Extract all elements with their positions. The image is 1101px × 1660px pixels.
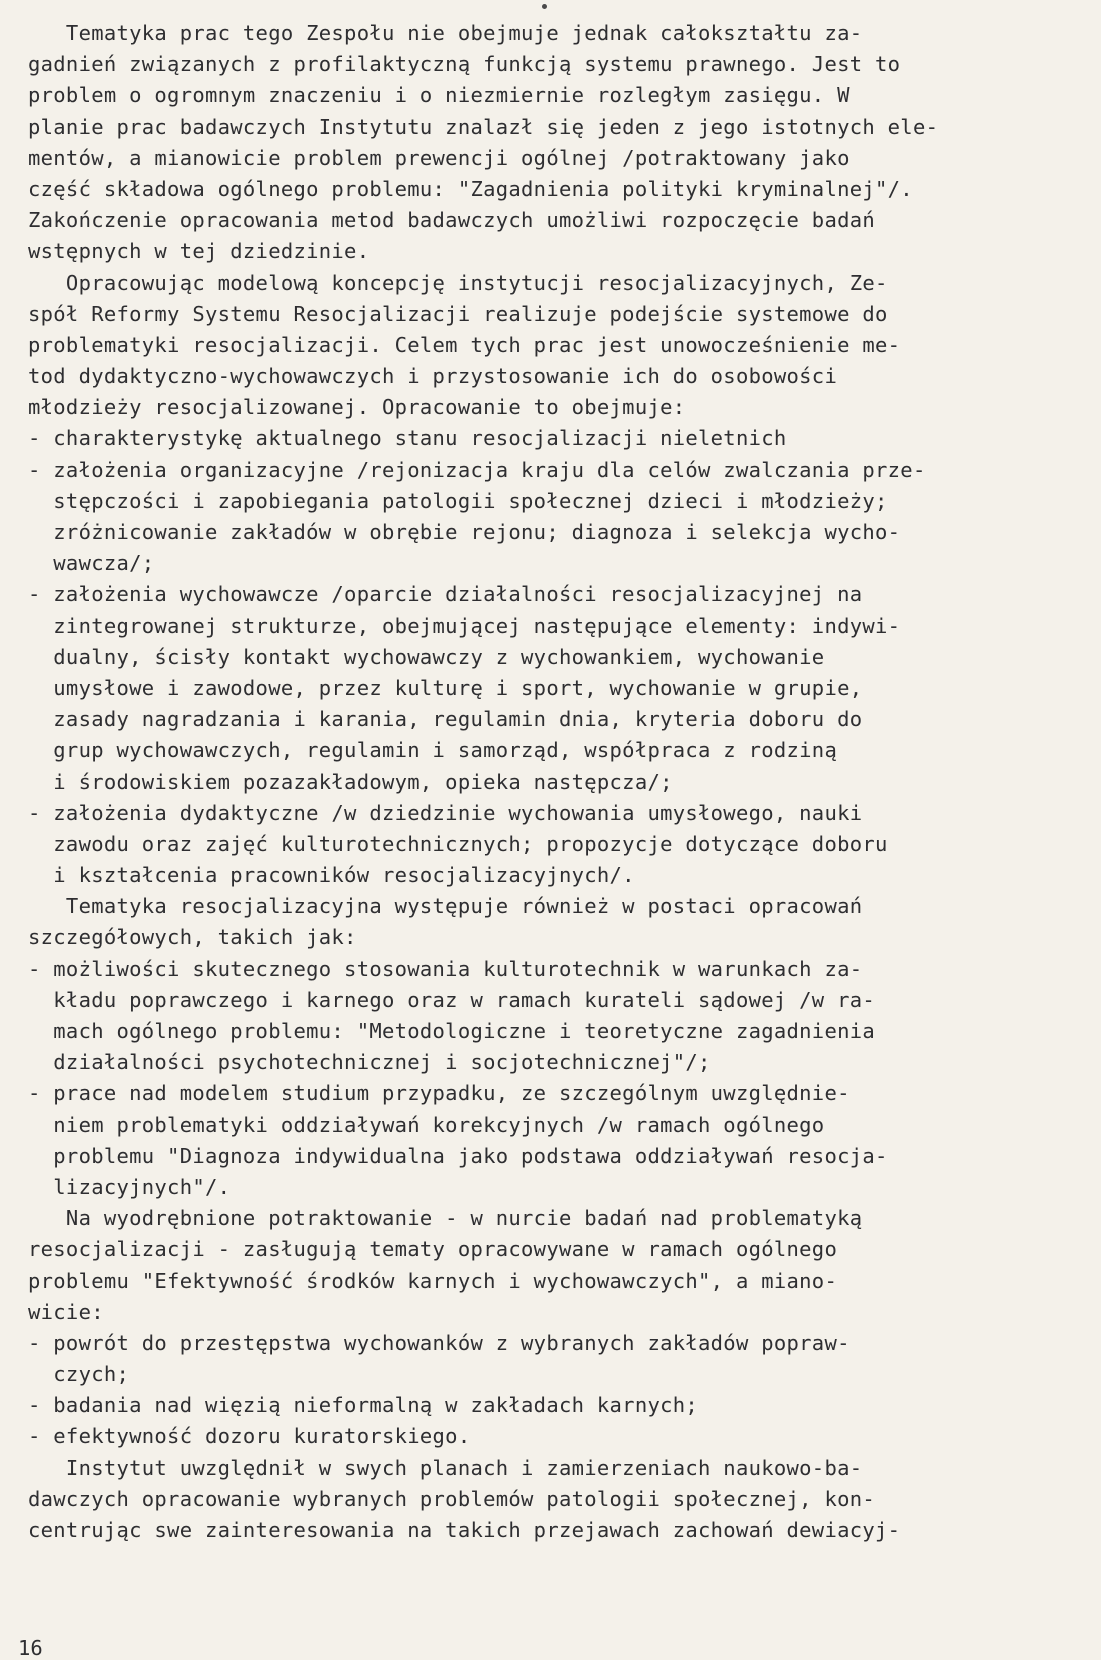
text-line: niem problematyki oddziaływań korekcyjnych /w ramach ogólnego: [28, 1112, 825, 1137]
text-line: wicie:: [28, 1299, 104, 1324]
text-line: spół Reformy Systemu Resocjalizacji realizuje podejście systemowe do: [28, 301, 888, 326]
text-line: lizacyjnych"/.: [28, 1174, 231, 1199]
text-line: grup wychowawczych, regulamin i samorząd, współpraca z rodziną: [28, 738, 838, 763]
text-line: - efektywność dozoru kuratorskiego.: [28, 1424, 471, 1449]
text-line: - założenia wychowawcze /oparcie działalności resocjalizacyjnej na: [28, 582, 863, 607]
text-line: problematyki resocjalizacji. Celem tych prac jest unowocześnienie me-: [28, 332, 901, 357]
text-line: zintegrowanej strukturze, obejmującej następujące elementy: indywi-: [28, 613, 901, 638]
text-line: część składowa ogólnego problemu: "Zagadnienia polityki kryminalnej"/.: [28, 176, 913, 201]
text-line: - założenia organizacyjne /rejonizacja kraju dla celów zwalczania prze-: [28, 457, 926, 482]
text-line: czych;: [28, 1362, 130, 1387]
text-line: szczegółowych, takich jak:: [28, 925, 357, 950]
text-line: zróżnicowanie zakładów w obrębie rejonu; diagnoza i selekcja wycho-: [28, 520, 901, 544]
text-line: resocjalizacji - zasługują tematy opracowywane w ramach ogólnego: [28, 1237, 838, 1262]
text-line: problem o ogromnym znaczeniu i o niezmiernie rozległym zasięgu. W: [28, 83, 850, 108]
text-line: stępczości i zapobiegania patologii społecznej dzieci i młodzieży;: [28, 488, 888, 513]
text-line: umysłowe i zawodowe, przez kulturę i sport, wychowanie w grupie,: [28, 675, 863, 700]
text-line: problemu "Efektywność środków karnych i wychowawczych", a miano-: [28, 1268, 838, 1293]
text-line: kładu poprawczego i karnego oraz w ramach kurateli sądowej /w ra-: [28, 987, 876, 1012]
text-line: - możliwości skutecznego stosowania kulturotechnik w warunkach za-: [28, 956, 863, 981]
text-line: gadnień związanych z profilaktyczną funkcją systemu prawnego. Jest to: [28, 52, 901, 77]
text-line: planie prac badawczych Instytutu znalazł się jeden z jego istotnych ele-: [28, 114, 939, 139]
text-line: młodzieży resocjalizowanej. Opracowanie to obejmuje:: [28, 395, 686, 420]
text-line: - badania nad więzią nieformalną w zakładach karnych;: [28, 1393, 699, 1418]
text-line: dawczych opracowanie wybranych problemów patologii społecznej, kon-: [28, 1486, 876, 1511]
text-line: centrując swe zainteresowania na takich przejawach zachowań dewiacyj-: [28, 1518, 901, 1542]
text-line: dualny, ścisły kontakt wychowawczy z wychowankiem, wychowanie: [28, 644, 825, 669]
text-line: problemu "Diagnoza indywidualna jako podstawa oddziaływań resocja-: [28, 1143, 888, 1168]
text-line: Instytut uwzględnił w swych planach i zamierzeniach naukowo-ba-: [28, 1455, 863, 1480]
page-number: 16: [18, 1636, 43, 1660]
text-line: Opracowując modelową koncepcję instytucji resocjalizacyjnych, Ze-: [28, 270, 888, 295]
text-line: wstępnych w tej dziedzinie.: [28, 239, 370, 264]
text-line: - powrót do przestępstwa wychowanków z wybranych zakładów popraw-: [28, 1330, 850, 1355]
text-line: zasady nagradzania i karania, regulamin dnia, kryteria doboru do: [28, 707, 863, 732]
text-line: i kształcenia pracowników resocjalizacyjnych/.: [28, 863, 635, 888]
text-line: mach ogólnego problemu: "Metodologiczne i teoretyczne zagadnienia: [28, 1019, 876, 1043]
body-text: [28, 18, 1068, 1546]
ink-dot: [542, 4, 547, 9]
text-line: wawcza/;: [28, 551, 155, 576]
text-line: i środowiskiem pozazakładowym, opieka następcza/;: [28, 769, 673, 794]
text-line: Zakończenie opracowania metod badawczych umożliwi rozpoczęcie badań: [28, 208, 876, 233]
text-line: mentów, a mianowicie problem prewencji ogólnej /potraktowany jako: [28, 145, 850, 170]
text-line: Na wyodrębnione potraktowanie - w nurcie badań nad problematyką: [28, 1206, 863, 1231]
text-line: zawodu oraz zajęć kulturotechnicznych; propozycje dotyczące doboru: [28, 831, 888, 856]
text-line: - prace nad modelem studium przypadku, ze szczególnym uwzględnie-: [28, 1081, 850, 1106]
text-line: Tematyka resocjalizacyjna występuje również w postaci opracowań: [28, 894, 863, 919]
text-line: Tematyka prac tego Zespołu nie obejmuje jednak całokształtu za-: [28, 21, 863, 45]
text-line: - założenia dydaktyczne /w dziedzinie wychowania umysłowego, nauki: [28, 800, 863, 825]
text-line: działalności psychotechnicznej i socjotechnicznej"/;: [28, 1050, 711, 1075]
text-line: - charakterystykę aktualnego stanu resocjalizacji nieletnich: [28, 426, 787, 451]
text-line: tod dydaktyczno-wychowawczych i przystosowanie ich do osobowości: [28, 364, 838, 389]
